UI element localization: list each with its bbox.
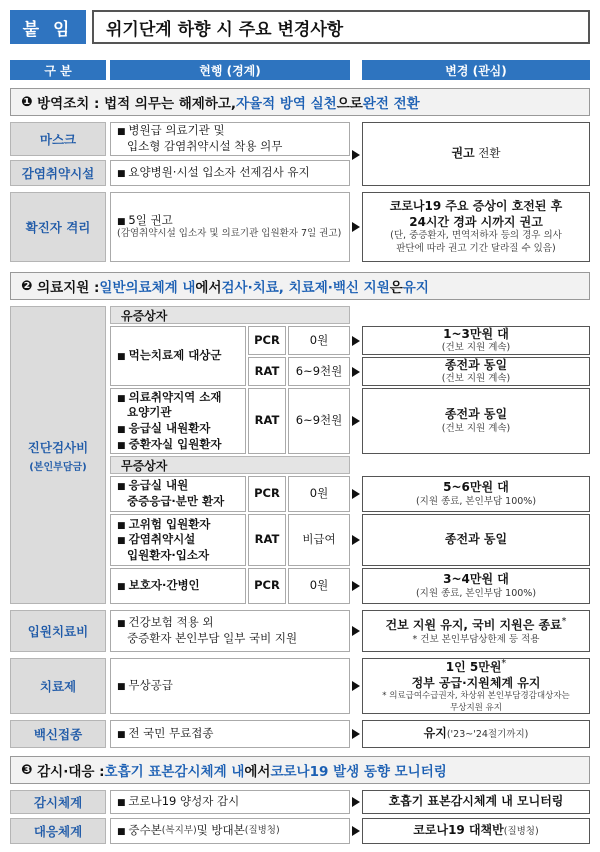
current-cost: 0원: [288, 326, 350, 355]
section-1-text-c: 으로: [336, 96, 363, 112]
test-type-pcr: PCR: [248, 476, 286, 512]
section-2-highlight-2: 검사·치료, 치료제·백신 지원: [221, 280, 390, 296]
mask-change-rest: 전환: [474, 146, 501, 161]
inpatient-change: [362, 610, 590, 652]
isolation-change-line-3: (단, 중증환자, 면역저하자 등의 경우 의사: [390, 230, 562, 242]
target-line-1: ■ 응급실 내원: [117, 478, 188, 494]
target-line-1b: 요양기관: [127, 405, 172, 420]
section-2-number: ❷: [21, 278, 33, 294]
section-2-text-c: 에서: [195, 280, 222, 296]
response-current-d: (질병청): [244, 824, 280, 836]
inpatient-change-line-1: 건보 지원 유지, 국비 지원은 종료: [385, 617, 562, 632]
vulnerable-facility-current: [110, 160, 350, 186]
current-cost: 6~9천원: [288, 388, 350, 454]
change-cost: [362, 568, 590, 604]
response-change-main: 코로나19 대책반: [413, 823, 504, 838]
row-label-response: 대응체계: [10, 818, 106, 844]
surveillance-change: [362, 790, 590, 814]
change-cost: [362, 476, 590, 512]
change-cost: [362, 514, 590, 566]
mask-current-line-1: ■ 병원급 의료기관 및: [117, 123, 225, 139]
diagnostic-cost-sublabel: (본인부담금): [29, 461, 87, 473]
vaccine-change-sub: ('23~'24절기까지): [446, 729, 529, 741]
arrow-icon: [352, 535, 360, 545]
response-change: [362, 818, 590, 844]
row-label-vaccine: 백신접종: [10, 720, 106, 748]
row-label-vulnerable-facility: 감염취약시설: [10, 160, 106, 186]
section-1-text-a: 방역조치 : 법적 의무는 해제하고,: [37, 96, 237, 112]
test-type-rat: RAT: [248, 388, 286, 454]
vulnerable-facility-text: ■ 요양병원·시설 입소자 선제검사 유지: [117, 165, 310, 181]
test-type-rat: RAT: [248, 357, 286, 386]
surveillance-current: [110, 790, 350, 814]
section-3-text-a: 감시·대응 :: [37, 764, 105, 780]
header-category: 구 분: [10, 60, 106, 80]
response-current-b: (복지부): [161, 824, 197, 836]
change-cost-main: 3~4만원 대: [443, 572, 509, 587]
vaccine-current: [110, 720, 350, 748]
row-label-treatment: 치료제: [10, 658, 106, 714]
isolation-change-line-1: 코로나19 주요 증상이 호전된 후: [389, 199, 563, 214]
inpatient-change-footnote-mark: *: [561, 616, 567, 628]
treatment-change-line-4: 무상지원 유지: [450, 702, 502, 713]
section-3-highlight-2: 코로나19 발생 동향 모니터링: [270, 764, 447, 780]
change-cost-main: 종전과 동일: [444, 357, 508, 372]
isolation-change-line-2: 24시간 경과 시까지 권고: [409, 214, 543, 229]
arrow-icon: [352, 626, 360, 636]
arrow-icon: [352, 681, 360, 691]
vaccine-change-main: 유지: [423, 726, 447, 741]
target-line-1: ■ 의료취약지역 소재: [117, 390, 222, 406]
treatment-change-line-2: 정부 공급·지원체계 유지: [411, 675, 541, 690]
arrow-icon: [352, 336, 360, 346]
inpatient-current-line-2: 중증환자 본인부담 일부 국비 지원: [127, 631, 298, 645]
arrow-icon: [352, 367, 360, 377]
section-2-heading: [10, 272, 590, 300]
diagnostic-cost-label: 진단검사비: [27, 439, 89, 455]
target-line-2: ■ 응급실 내원환자: [117, 421, 210, 437]
response-current: [110, 818, 350, 844]
row-label-mask: 마스크: [10, 122, 106, 156]
group-asymptomatic: 무증상자: [110, 456, 350, 474]
header-change: 변경 (관심): [362, 60, 590, 80]
response-current-a: ■ 중수본: [117, 823, 162, 839]
treatment-change-line-3: * 의료급여수급권자, 차상위 본인부담경감대상자는: [382, 691, 570, 702]
isolation-change: [362, 192, 590, 262]
treatment-current: [110, 658, 350, 714]
treatment-change: [362, 658, 590, 714]
isolation-current: [110, 192, 350, 262]
section-3-heading: [10, 756, 590, 784]
surveillance-current-text: ■ 코로나19 양성자 감시: [117, 794, 239, 810]
arrow-icon: [352, 489, 360, 499]
target-line-2b: 입원환자·입소자: [127, 547, 210, 562]
arrow-icon: [352, 729, 360, 739]
section-1-heading: [10, 88, 590, 116]
current-cost: 0원: [288, 476, 350, 512]
section-2-text-e: 은: [389, 280, 403, 296]
arrow-icon: [352, 150, 360, 160]
change-cost-main: 1~3만원 대: [443, 326, 509, 341]
change-cost-sub: (지원 종료, 본인부담 100%): [415, 495, 537, 507]
target-line-2: ■ 감염취약시설: [117, 532, 195, 548]
response-change-sub: (질병청): [503, 826, 539, 838]
current-cost: 0원: [288, 568, 350, 604]
row-label-inpatient: 입원치료비: [10, 610, 106, 652]
change-cost-main: 종전과 동일: [444, 532, 508, 547]
group-symptomatic: 유증상자: [110, 306, 350, 324]
inpatient-current: [110, 610, 350, 652]
change-cost-sub: (지원 종료, 본인부담 100%): [415, 587, 537, 599]
treatment-current-text: ■ 무상공급: [117, 678, 173, 694]
target-line-1b: 중증응급·분만 환자: [127, 494, 225, 508]
arrow-icon: [352, 222, 360, 232]
mask-change-bold: 권고: [451, 146, 475, 161]
treatment-change-line-1: 1인 5만원: [445, 660, 502, 675]
arrow-icon: [352, 826, 360, 836]
row-label-isolation: 확진자 격리: [10, 192, 106, 262]
isolation-current-line-1: ■ 5일 권고: [117, 213, 173, 229]
inpatient-change-line-2: * 건보 본인부담상한제 등 적용: [412, 633, 540, 645]
section-1-highlight-1: 자율적 방역 실천: [236, 96, 337, 112]
change-cost: [362, 388, 590, 454]
mask-change: [362, 122, 590, 186]
section-1-number: ❶: [21, 94, 33, 110]
surveillance-change-text: 호흡기 표본감시체계 내 모니터링: [388, 794, 564, 809]
target-line-3: ■ 중환자실 입원환자: [117, 437, 222, 453]
target-high-risk: [110, 514, 246, 566]
target-line-1: ■ 고위험 입원환자: [117, 517, 210, 533]
treatment-change-footnote-mark: *: [501, 658, 507, 670]
row-label-diagnostic-cost: [10, 306, 106, 604]
change-cost-sub: (건보 지원 계속): [441, 422, 511, 434]
isolation-current-line-2: (감염취약시설 입소자 및 의료기관 입원환자 7일 권고): [117, 228, 342, 240]
section-1-highlight-2: 완전 전환: [362, 96, 420, 112]
attachment-tag: 붙 임: [10, 10, 86, 44]
section-2-highlight-1: 일반의료체계 내: [99, 280, 196, 296]
target-oral-drug-text: ■ 먹는치료제 대상군: [117, 348, 222, 364]
current-cost: 비급여: [288, 514, 350, 566]
row-label-surveillance: 감시체계: [10, 790, 106, 814]
mask-current-line-2: 입소형 감염취약시설 착용 의무: [127, 139, 283, 153]
target-emergency: [110, 476, 246, 512]
section-3-text-c: 에서: [244, 764, 271, 780]
change-cost-main: 종전과 동일: [444, 407, 508, 422]
arrow-icon: [352, 416, 360, 426]
arrow-icon: [352, 581, 360, 591]
isolation-change-line-4: 판단에 따라 권고 기간 달라질 수 있음): [396, 242, 556, 254]
change-cost-main: 5~6만원 대: [443, 480, 509, 495]
test-type-pcr: PCR: [248, 568, 286, 604]
section-2-highlight-3: 유지: [402, 280, 429, 296]
current-cost: 6~9천원: [288, 357, 350, 386]
change-cost-sub: (건보 지원 계속): [441, 342, 511, 354]
response-current-c: 및 방대본: [196, 823, 245, 838]
target-line-1: ■ 보호자·간병인: [117, 578, 200, 594]
change-cost: [362, 357, 590, 386]
header-current: 현행 (경계): [110, 60, 350, 80]
change-cost-sub: (건보 지원 계속): [441, 373, 511, 385]
section-3-highlight-1: 호흡기 표본감시체계 내: [104, 764, 245, 780]
section-2-text-a: 의료지원 :: [37, 280, 100, 296]
vaccine-change: [362, 720, 590, 748]
vaccine-current-text: ■ 전 국민 무료접종: [117, 726, 213, 742]
target-medical-vulnerable: [110, 388, 246, 454]
section-3-number: ❸: [21, 762, 33, 778]
mask-current: [110, 122, 350, 156]
test-type-pcr: PCR: [248, 326, 286, 355]
arrow-icon: [352, 797, 360, 807]
test-type-rat: RAT: [248, 514, 286, 566]
page-title: 위기단계 하향 시 주요 변경사항: [92, 10, 590, 44]
change-cost: [362, 326, 590, 355]
inpatient-current-line-1: ■ 건강보험 적용 외: [117, 615, 213, 631]
target-oral-drug-group: [110, 326, 246, 386]
target-guardian: [110, 568, 246, 604]
